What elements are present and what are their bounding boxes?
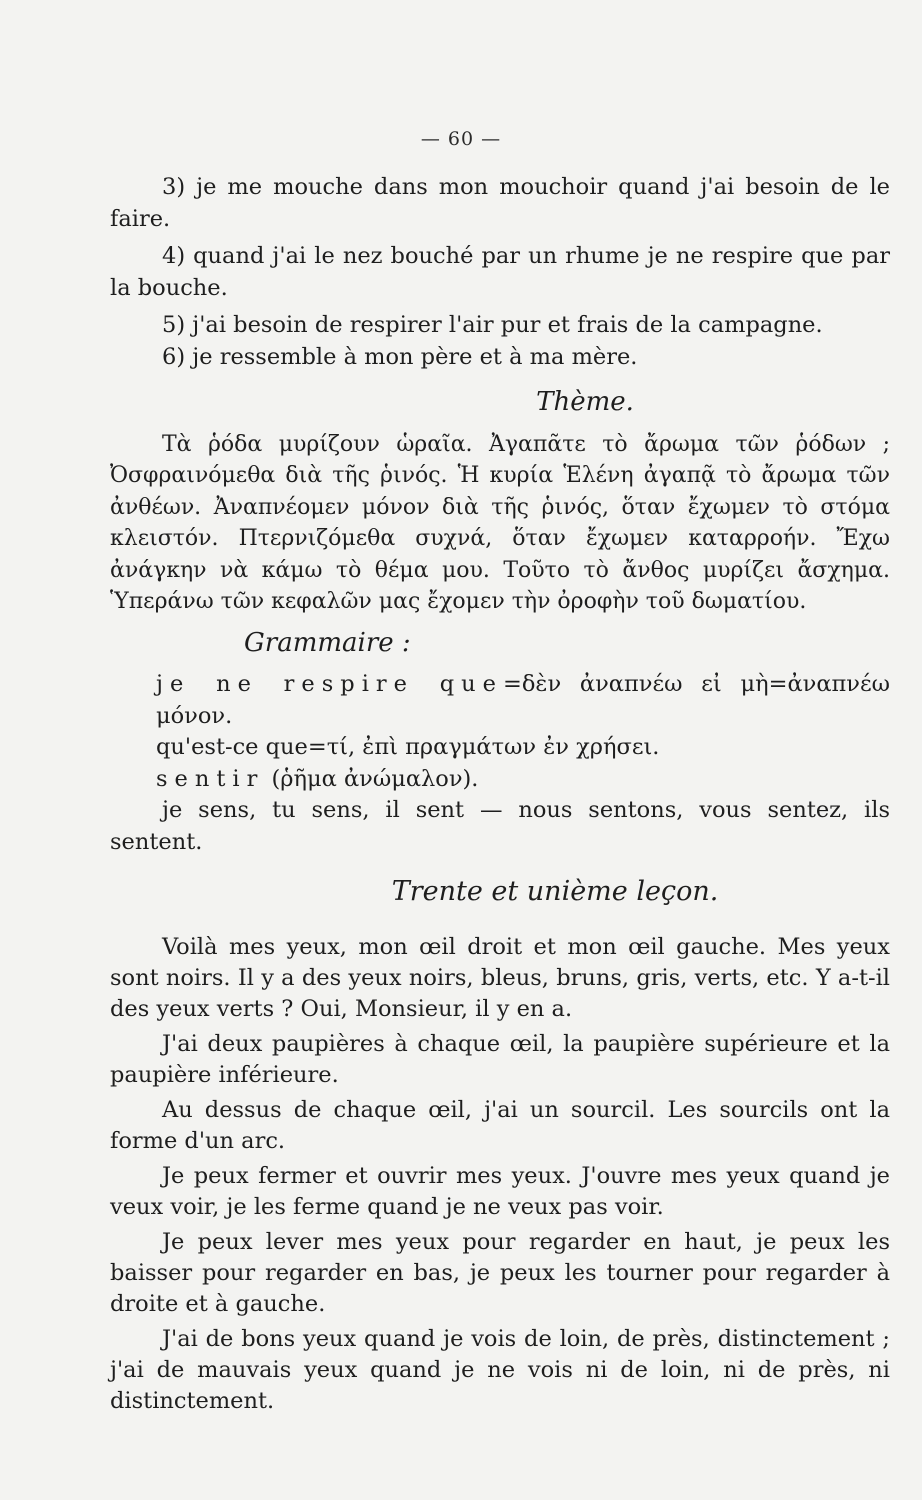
grammar-heading: Grammaire : [244, 627, 411, 658]
theme-text: Τὰ ῥόδα μυρίζουν ὡραῖα. Ἀγαπᾶτε τὸ ἄρωμα τῶν ῥόδων ; Ὀσφραινόμεθα διὰ τῆς ῥινός. Ἡ κυρία Ἑλένη ἀγαπᾷ τὸ ἄρωμα τῶν ἀνθέων. Ἀναπνέομεν μόνον διὰ τῆς ῥινός, ὅταν ἔχωμεν τὸ στόμα κλειστόν. Πτερνιζόμεθα συχνά, ὅταν ἔχωμεν καταρροήν. Ἔχω ἀνάγκην νὰ κάμω τὸ θέμα μου. Τοῦτο τὸ ἄνθος μυρίζει ἄσχημα. Ὑπεράνω τῶν κεφαλῶν μας ἔχομεν τὴν ὀροφὴν τοῦ δωματίου. [110, 431, 890, 614]
lesson-paragraph: J'ai de bons yeux quand je vois de loin, de près, distinctement ; j'ai de mauvais yeux quand je ne vois ni de loin, ni de près, ni distinctement. [110, 1325, 890, 1414]
grammar-term: je ne respire que [156, 671, 503, 697]
grammar-definition: (ῥῆμα ἀνώμαλον). [271, 765, 479, 792]
grammar-rule [110, 764, 890, 796]
grammar-rule [110, 669, 890, 732]
lesson-body [110, 932, 890, 1417]
grammar-definition: =δὲν ἀναπνέω εἰ μὴ=ἀναπνέω μόνον. [156, 671, 890, 729]
exercise-line: 4) quand j'ai le nez bouché par un rhume je ne respire que par la bouche. [110, 243, 890, 301]
lesson-paragraph: Je peux fermer et ouvrir mes yeux. J'ouvre mes yeux quand je veux voir, je les ferme quand je ne veux pas voir. [110, 1162, 890, 1220]
lesson-paragraph: Voilà mes yeux, mon œil droit et mon œil gauche. Mes yeux sont noirs. Il y a des yeux noirs, bleus, bruns, gris, verts, etc. Y a-t-il des yeux verts ? Oui, Monsieur, il y en a. [110, 933, 890, 1022]
grammar-term: sentir [156, 765, 265, 792]
exercise-line: 6) je ressemble à mon père et à ma mère. [162, 343, 638, 370]
page-number: — 60 — [420, 128, 502, 150]
theme-heading: Thème. [536, 387, 634, 417]
lesson-heading: Trente et unième leçon. [391, 876, 719, 907]
lesson-paragraph: J'ai deux paupières à chaque œil, la paupière supérieure et la paupière inférieure. [110, 1030, 890, 1088]
lesson-paragraph: Je peux lever mes yeux pour regarder en haut, je peux les baisser pour regarder en bas, je peux les tourner pour regarder à droite et à gauche. [110, 1228, 890, 1317]
page-content [110, 172, 890, 1417]
lesson-paragraph: Au dessus de chaque œil, j'ai un sourcil. Les sourcils ont la forme d'un arc. [110, 1096, 890, 1154]
exercise-line: 3) je me mouche dans mon mouchoir quand j'ai besoin de le faire. [110, 174, 890, 232]
grammar-rule: je sens, tu sens, il sent — nous sentons, vous sentez, ils sentent. [110, 797, 890, 855]
grammar-rule: qu'est-ce que=τί, ἐπὶ πραγμάτων ἐν χρήσει. [156, 734, 660, 760]
exercise-line: 5) j'ai besoin de respirer l'air pur et frais de la campagne. [162, 312, 823, 338]
